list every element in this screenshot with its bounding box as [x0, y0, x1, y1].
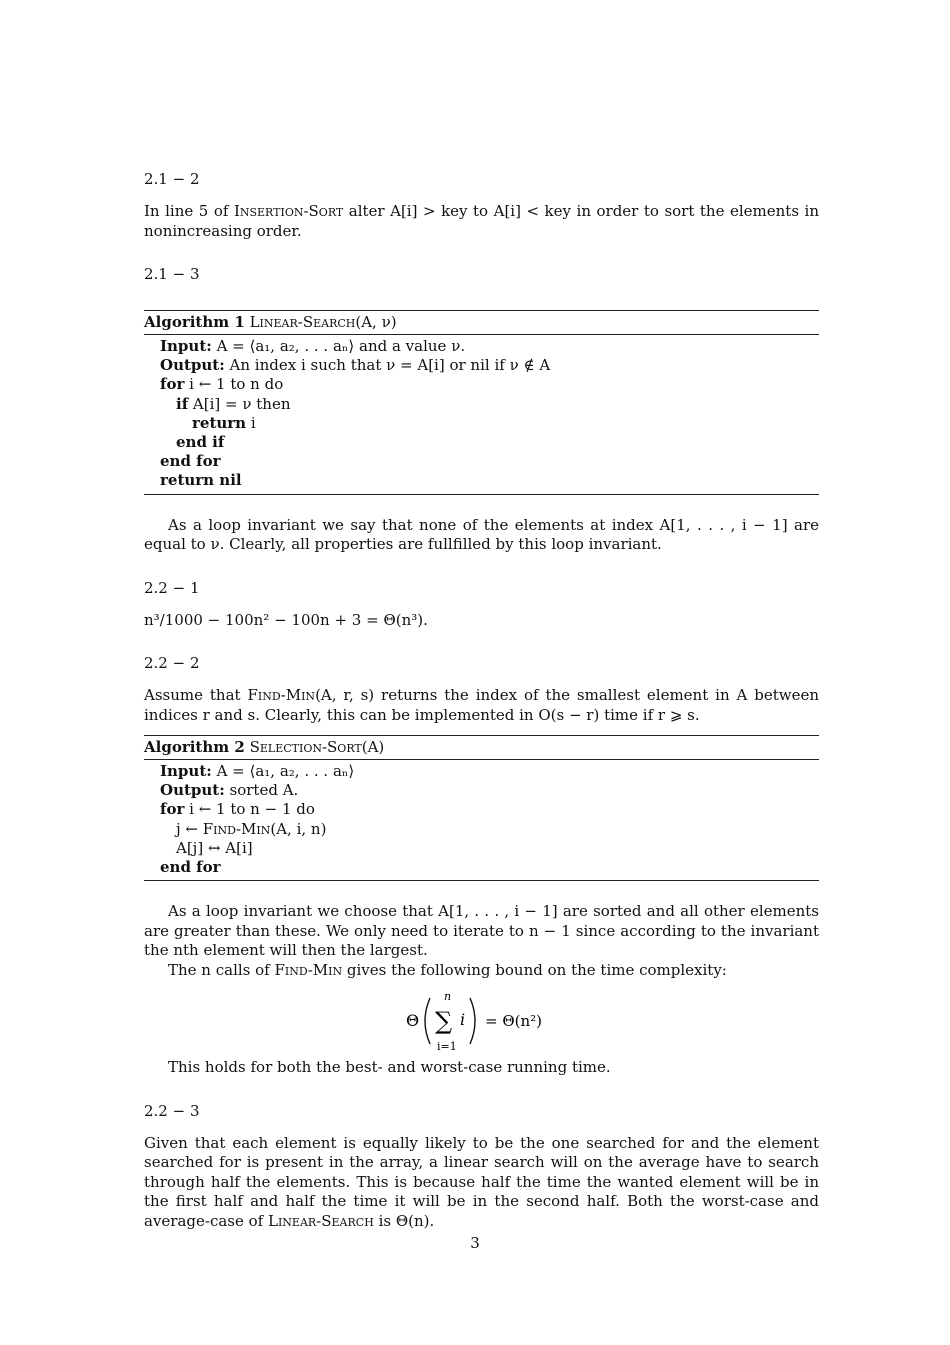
loop-invariant-text: As a loop invariant we say that none of the elements at index A[1, . . . , i − 1] are equal to ν. Clearly, all properties are fullfilled by this loop invariant. — [144, 515, 819, 553]
page-number: 3 — [470, 1234, 480, 1252]
keyword: end for — [160, 452, 221, 471]
algorithm-line — [144, 356, 819, 375]
exercise-number: 2.2 − 2 — [144, 654, 200, 672]
algorithm-line — [144, 781, 819, 800]
exercise-text — [144, 686, 819, 725]
keyword: Output: — [160, 781, 225, 800]
sum-upper: n — [444, 990, 452, 1004]
code-text: (A, i, n) — [270, 819, 327, 838]
exercise-text — [144, 202, 819, 241]
summation-equation — [144, 980, 819, 1058]
keyword: if — [176, 394, 189, 413]
keyword: for — [160, 800, 185, 819]
exercise-text — [144, 1134, 819, 1232]
text-fragment: The n calls of — [168, 960, 275, 979]
text-fragment: gives the following bound on the time complexity: — [342, 960, 727, 979]
algorithm-body — [144, 335, 819, 494]
text-fragment: is Θ(n). — [373, 1211, 435, 1230]
code-text: A = ⟨a₁, a₂, . . . aₙ⟩ and a value ν. — [211, 337, 466, 355]
text-fragment: Given that each element is equally likely to be the one searched for and the element searched for is present in the array, a linear search will on the average have to search through half the elements. This is because half the time the wanted element will be in the first half and half the time it will be in the second half. Both the worst-case and average-case of — [144, 1133, 819, 1230]
algorithm-label: Algorithm 1 — [144, 313, 245, 331]
code-text: i — [246, 413, 256, 432]
algorithm-line — [144, 375, 819, 394]
algorithm-line — [144, 337, 819, 356]
algorithm-line — [144, 858, 819, 877]
algorithm-name: Insertion-Sort — [233, 202, 344, 220]
summation-svg — [406, 980, 566, 1058]
algorithm-name: Find-Min — [274, 960, 343, 979]
code-text: A[i] = ν then — [188, 394, 291, 413]
keyword: return — [192, 413, 247, 432]
code-text: A[j] ↔ A[i] — [176, 838, 253, 857]
keyword: Input: — [160, 762, 212, 780]
algorithm-line — [144, 414, 819, 433]
algorithm-name: Linear-Search — [249, 313, 356, 331]
algorithm-line — [144, 452, 819, 471]
algorithm-line — [144, 471, 819, 490]
text-fragment: In line 5 of — [144, 202, 234, 220]
equation-text: n³/1000 − 100n² − 100n + 3 = Θ(n³). — [144, 610, 428, 629]
algorithm-body — [144, 760, 819, 880]
keyword: return nil — [160, 471, 242, 490]
loop-invariant-text: As a loop invariant we choose that A[1, . . . , i − 1] are sorted and all other elements are greater than these. We only need to iterate to n − 1 since according to the invariant the nth element will then the largest. — [144, 902, 819, 960]
exercise-number: 2.1 − 2 — [144, 170, 200, 188]
code-text: sorted A. — [224, 781, 299, 800]
code-text: An index i such that ν = A[i] or nil if ν ∉ A — [224, 356, 551, 375]
right-paren — [470, 998, 475, 1044]
keyword: for — [160, 375, 185, 394]
complexity-intro — [144, 961, 819, 981]
algorithm-box — [144, 310, 819, 495]
algorithm-args: (A) — [361, 738, 385, 756]
algorithm-line — [144, 800, 819, 819]
algorithm-name: Selection-Sort — [249, 738, 362, 756]
algorithm-line — [144, 762, 819, 781]
text-fragment: Assume that — [144, 686, 248, 704]
algorithm-name: Linear-Search — [268, 1211, 374, 1230]
algorithm-header — [144, 736, 819, 760]
keyword: Output: — [160, 356, 225, 375]
exercise-number: 2.2 − 3 — [144, 1101, 200, 1120]
exercise-number: 2.1 − 3 — [144, 265, 200, 283]
algorithm-line — [144, 839, 819, 858]
algorithm-args: (A, ν) — [355, 313, 397, 331]
text-fragment: (A, r, s) returns the index of the smallest element in A between indices r and s. Clearly, this can be implemented in O(s − r) time if r ⩾ s. — [144, 686, 819, 724]
keyword: end if — [176, 432, 225, 451]
code-text: A = ⟨a₁, a₂, . . . aₙ⟩ — [211, 762, 355, 780]
algorithm-name: Find-Min — [202, 819, 271, 838]
code-text: i ← 1 to n − 1 do — [184, 800, 315, 819]
page-content — [144, 170, 819, 1231]
keyword: Input: — [160, 337, 212, 355]
algorithm-box — [144, 735, 819, 881]
exercise-number: 2.2 − 1 — [144, 578, 200, 597]
algorithm-line — [144, 820, 819, 839]
equation-rhs: = Θ(n²) — [485, 1012, 543, 1031]
keyword: end for — [160, 857, 221, 876]
sum-body: i — [460, 1010, 466, 1030]
algorithm-header — [144, 311, 819, 335]
algorithm-label: Algorithm 2 — [144, 738, 245, 756]
algorithm-name: Find-Min — [247, 686, 316, 704]
algorithm-line — [144, 433, 819, 452]
text-fragment: alter A[i] > key to A[i] < key in order to sort the elements in nonincreasing order. — [144, 202, 820, 240]
left-paren — [425, 998, 430, 1044]
running-time-note: This holds for both the best- and worst-case running time. — [168, 1058, 611, 1077]
algorithm-line — [144, 395, 819, 414]
sum-lower: i=1 — [437, 1040, 457, 1054]
code-text: i ← 1 to n do — [184, 375, 284, 394]
sigma-symbol: ∑ — [435, 1007, 453, 1036]
theta-symbol: Θ — [406, 1011, 420, 1031]
code-text: j ← — [176, 819, 203, 838]
